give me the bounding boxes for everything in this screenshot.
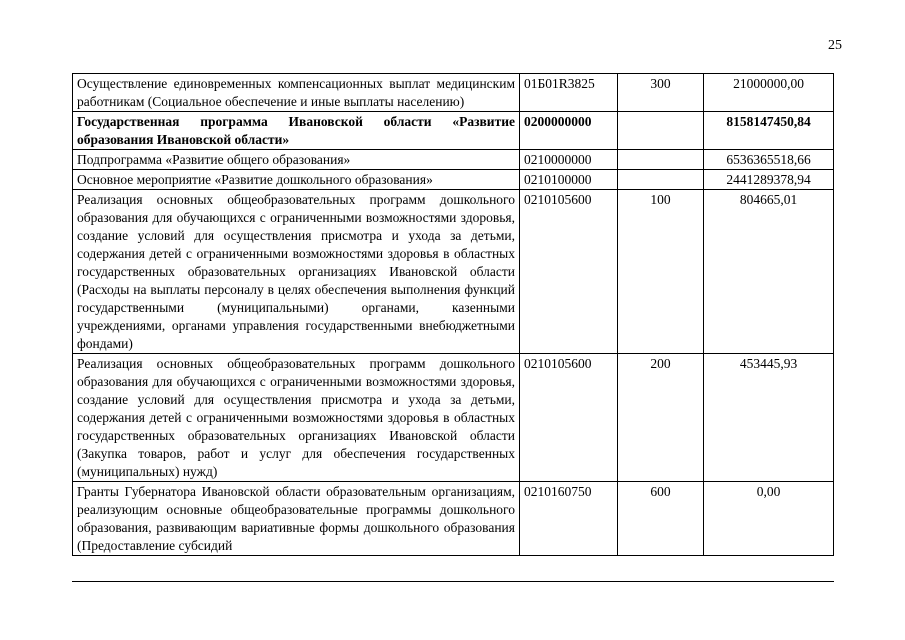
table-row <box>73 482 834 556</box>
budget-table-body <box>73 74 834 556</box>
row-code-cell: 0210160750 <box>520 482 618 556</box>
table-row <box>73 190 834 354</box>
page-cut-line <box>72 581 834 582</box>
table-row <box>73 112 834 150</box>
budget-table <box>72 73 834 556</box>
page-number: 25 <box>828 38 842 53</box>
row-sum-cell: 8158147450,84 <box>704 112 834 150</box>
row-sum-cell: 21000000,00 <box>704 74 834 112</box>
row-name-cell: Гранты Губернатора Ивановской области образовательным организациям, реализующим основные общеобразовательные программы дошкольного образования, развивающим вариативные формы дошкольного образования (Предоставление субсидий <box>73 482 520 556</box>
row-sum-cell: 0,00 <box>704 482 834 556</box>
table-row <box>73 170 834 190</box>
row-expense-type-cell <box>618 112 704 150</box>
row-expense-type-cell <box>618 150 704 170</box>
row-sum-cell: 804665,01 <box>704 190 834 354</box>
table-row <box>73 354 834 482</box>
row-name-cell: Реализация основных общеобразовательных программ дошкольного образования для обучающихся с ограниченными возможностями здоровья, создание условий для осуществления присмотра и ухода за детьми, содержания детей с ограниченными возможностями здоровья в областных государственных образовательных организациях Ивановской области (Закупка товаров, работ и услуг для обеспечения государственных (муниципальных) нужд) <box>73 354 520 482</box>
table-row <box>73 74 834 112</box>
row-name-cell: Реализация основных общеобразовательных программ дошкольного образования для обучающихся с ограниченными возможностями здоровья, создание условий для осуществления присмотра и ухода за детьми, содержания детей с ограниченными возможностями здоровья в областных государственных образовательных организациях Ивановской области (Расходы на выплаты персоналу в целях обеспечения выполнения функций государственными (муниципальными) органами, казенными учреждениями, органами управления государственными внебюджетными фондами) <box>73 190 520 354</box>
row-expense-type-cell: 600 <box>618 482 704 556</box>
row-code-cell: 0210000000 <box>520 150 618 170</box>
row-sum-cell: 453445,93 <box>704 354 834 482</box>
row-code-cell: 0210105600 <box>520 190 618 354</box>
row-expense-type-cell <box>618 170 704 190</box>
row-name-cell: Государственная программа Ивановской области «Развитие образования Ивановской области» <box>73 112 520 150</box>
row-code-cell: 0210105600 <box>520 354 618 482</box>
row-expense-type-cell: 300 <box>618 74 704 112</box>
table-row <box>73 150 834 170</box>
row-code-cell: 0210100000 <box>520 170 618 190</box>
row-sum-cell: 2441289378,94 <box>704 170 834 190</box>
row-name-cell: Основное мероприятие «Развитие дошкольного образования» <box>73 170 520 190</box>
row-code-cell: 0200000000 <box>520 112 618 150</box>
row-sum-cell: 6536365518,66 <box>704 150 834 170</box>
row-code-cell: 01Б01R3825 <box>520 74 618 112</box>
row-name-cell: Подпрограмма «Развитие общего образования» <box>73 150 520 170</box>
row-expense-type-cell: 100 <box>618 190 704 354</box>
row-name-cell: Осуществление единовременных компенсационных выплат медицинским работникам (Социальное обеспечение и иные выплаты населению) <box>73 74 520 112</box>
row-expense-type-cell: 200 <box>618 354 704 482</box>
